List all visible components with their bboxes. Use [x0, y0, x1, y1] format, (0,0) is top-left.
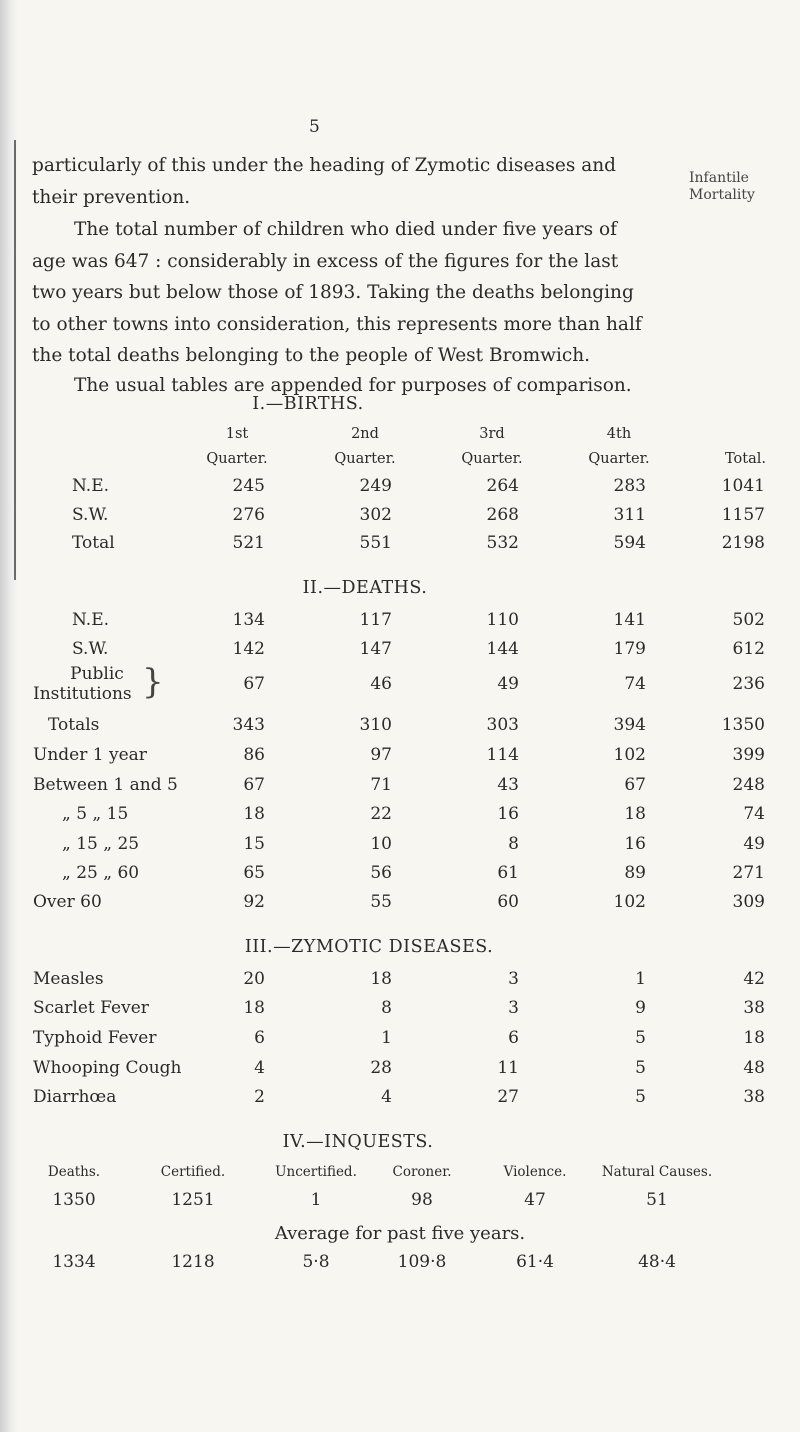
births-cell: 532	[486, 533, 519, 553]
zymotic-row-label: Whooping Cough	[33, 1058, 182, 1078]
inquests-header-uncertified: Uncertified.	[275, 1164, 357, 1180]
births-cell: 245	[232, 476, 265, 496]
deaths-cell: 144	[486, 639, 519, 659]
zymotic-row-label: Scarlet Fever	[33, 998, 149, 1018]
inquests-average-deaths: 1334	[52, 1252, 96, 1272]
inquests-average-label: Average for past five years.	[274, 1223, 526, 1244]
deaths-title: II.—DEATHS.	[302, 578, 428, 598]
deaths-cell: 8	[508, 834, 519, 854]
inquests-value-deaths: 1350	[52, 1190, 96, 1210]
deaths-cell: 67	[243, 775, 265, 795]
deaths-cell: 46	[370, 674, 392, 694]
zymotic-title: III.—ZYMOTIC DISEASES.	[244, 937, 494, 957]
inquests-average-natural-causes: 48·4	[638, 1252, 676, 1272]
inquests-header-deaths: Deaths.	[47, 1164, 101, 1180]
inquests-header-violence: Violence.	[503, 1164, 567, 1180]
births-cell: 276	[232, 505, 265, 525]
births-header-q3-line1: 3rd	[479, 426, 505, 442]
deaths-row-label-public: Public	[70, 664, 124, 684]
zymotic-row-label: Diarrhœa	[33, 1087, 117, 1107]
deaths-row-label: Over 60	[33, 892, 102, 912]
zymotic-cell: 1	[381, 1028, 392, 1048]
margin-note	[689, 170, 794, 204]
births-cell: 249	[359, 476, 392, 496]
births-header-q1-line2: Quarter.	[206, 451, 268, 467]
zymotic-cell: 18	[743, 1028, 765, 1048]
deaths-cell: 60	[497, 892, 519, 912]
inquests-average-uncertified: 5·8	[302, 1252, 330, 1272]
deaths-cell: 86	[243, 745, 265, 765]
deaths-row-label: „ 5 „ 15	[62, 804, 129, 824]
inquests-value-uncertified: 1	[310, 1190, 322, 1210]
zymotic-cell: 38	[743, 1087, 765, 1107]
zymotic-cell: 8	[381, 998, 392, 1018]
births-cell: 551	[359, 533, 392, 553]
zymotic-cell: 4	[254, 1058, 265, 1078]
page-number: 5	[309, 117, 320, 137]
deaths-cell: 179	[613, 639, 646, 659]
deaths-cell: 10	[370, 834, 392, 854]
deaths-cell: 16	[624, 834, 646, 854]
deaths-cell: 271	[732, 863, 765, 883]
zymotic-cell: 5	[635, 1028, 646, 1048]
inquests-average-certified: 1218	[171, 1252, 215, 1272]
births-cell: 1157	[721, 505, 765, 525]
zymotic-cell: 28	[370, 1058, 392, 1078]
deaths-cell: 74	[624, 674, 646, 694]
deaths-cell: 134	[232, 610, 265, 630]
deaths-cell: 18	[243, 804, 265, 824]
deaths-row-label: Between 1 and 5	[33, 775, 178, 795]
deaths-cell: 65	[243, 863, 265, 883]
deaths-cell: 110	[486, 610, 519, 630]
zymotic-cell: 3	[508, 998, 519, 1018]
births-cell: 264	[486, 476, 519, 496]
births-row-label: Total	[72, 533, 115, 553]
deaths-cell: 92	[243, 892, 265, 912]
zymotic-cell: 38	[743, 998, 765, 1018]
deaths-cell: 67	[624, 775, 646, 795]
inquests-header-natural-causes: Natural Causes.	[601, 1164, 713, 1180]
deaths-cell: 56	[370, 863, 392, 883]
deaths-cell: 141	[613, 610, 646, 630]
zymotic-cell: 3	[508, 969, 519, 989]
zymotic-cell: 9	[635, 998, 646, 1018]
zymotic-cell: 18	[370, 969, 392, 989]
deaths-cell: 399	[732, 745, 765, 765]
deaths-row-label: S.W.	[72, 639, 109, 659]
inquests-value-violence: 47	[524, 1190, 546, 1210]
zymotic-cell: 18	[243, 998, 265, 1018]
deaths-cell: 343	[232, 715, 265, 735]
births-cell: 1041	[721, 476, 765, 496]
deaths-row-label: Under 1 year	[33, 745, 147, 765]
margin-note-line-2: Mortality	[689, 187, 755, 203]
births-header-q2-line2: Quarter.	[334, 451, 396, 467]
zymotic-row-label: Typhoid Fever	[33, 1028, 157, 1048]
births-header-q3-line2: Quarter.	[461, 451, 523, 467]
deaths-cell: 97	[370, 745, 392, 765]
deaths-cell: 310	[359, 715, 392, 735]
births-header-q4-line1: 4th	[606, 426, 632, 442]
deaths-cell: 16	[497, 804, 519, 824]
deaths-cell: 89	[624, 863, 646, 883]
deaths-cell: 22	[370, 804, 392, 824]
births-cell: 2198	[721, 533, 765, 553]
deaths-cell: 102	[613, 892, 646, 912]
zymotic-cell: 5	[635, 1087, 646, 1107]
zymotic-cell: 6	[508, 1028, 519, 1048]
deaths-cell: 55	[370, 892, 392, 912]
paragraph-zymotic-intro: particularly of this under the heading of Zymotic diseases and their prevention.	[32, 155, 616, 208]
deaths-cell: 74	[743, 804, 765, 824]
deaths-cell: 147	[359, 639, 392, 659]
births-header-q4-line2: Quarter.	[588, 451, 650, 467]
births-row-label: S.W.	[72, 505, 109, 525]
inquests-value-coroner: 98	[411, 1190, 433, 1210]
zymotic-row-label: Measles	[33, 969, 104, 989]
inquests-header-coroner: Coroner.	[392, 1164, 452, 1180]
deaths-cell: 142	[232, 639, 265, 659]
births-cell: 311	[613, 505, 646, 525]
deaths-cell: 43	[497, 775, 519, 795]
births-header-q2-line1: 2nd	[351, 426, 379, 442]
births-cell: 302	[359, 505, 392, 525]
deaths-cell: 1350	[721, 715, 765, 735]
inquests-average-coroner: 109·8	[397, 1252, 447, 1272]
deaths-cell: 61	[497, 863, 519, 883]
deaths-cell: 15	[243, 834, 265, 854]
births-row-label: N.E.	[72, 476, 110, 496]
zymotic-cell: 5	[635, 1058, 646, 1078]
margin-note-line-1: Infantile	[689, 170, 749, 186]
zymotic-cell: 6	[254, 1028, 265, 1048]
deaths-cell: 309	[732, 892, 765, 912]
deaths-cell: 248	[732, 775, 765, 795]
births-title: I.—BIRTHS.	[252, 394, 364, 414]
births-cell: 594	[613, 533, 646, 553]
births-cell: 521	[232, 533, 265, 553]
deaths-row-label-institutions: Institutions	[33, 684, 132, 704]
zymotic-cell: 27	[497, 1087, 519, 1107]
deaths-cell: 117	[359, 610, 392, 630]
inquests-header-certified: Certified.	[160, 1164, 226, 1180]
deaths-cell: 502	[732, 610, 765, 630]
deaths-cell: 394	[613, 715, 646, 735]
deaths-row-label: „ 15 „ 25	[62, 834, 140, 854]
zymotic-cell: 20	[243, 969, 265, 989]
zymotic-cell: 11	[497, 1058, 519, 1078]
deaths-cell: 102	[613, 745, 646, 765]
inquests-value-natural-causes: 51	[646, 1190, 668, 1210]
deaths-cell: 49	[743, 834, 765, 854]
paragraph-tables-intro: The usual tables are appended for purposes of comparison.	[74, 375, 632, 396]
deaths-row-label: Totals	[48, 715, 100, 735]
zymotic-cell: 4	[381, 1087, 392, 1107]
zymotic-cell: 48	[743, 1058, 765, 1078]
deaths-cell: 612	[732, 639, 765, 659]
zymotic-cell: 42	[743, 969, 765, 989]
births-cell: 283	[613, 476, 646, 496]
deaths-cell: 236	[732, 674, 765, 694]
deaths-row-label: „ 25 „ 60	[62, 863, 140, 883]
deaths-cell: 67	[243, 674, 265, 694]
deaths-row-label: N.E.	[72, 610, 110, 630]
binding-line	[14, 140, 16, 580]
births-header-total: Total.	[725, 451, 766, 467]
births-cell: 268	[486, 505, 519, 525]
deaths-cell: 114	[486, 745, 519, 765]
inquests-value-certified: 1251	[171, 1190, 215, 1210]
deaths-cell: 18	[624, 804, 646, 824]
zymotic-cell: 2	[254, 1087, 265, 1107]
deaths-cell: 49	[497, 674, 519, 694]
inquests-average-violence: 61·4	[516, 1252, 554, 1272]
deaths-cell: 71	[370, 775, 392, 795]
paragraph-child-deaths: The total number of children who died under five years of age was 647 : considerably in excess of the figures for the last two years but below those of 1893. Taking the deaths belonging to other towns into consideration, this represents more than half the total deaths belonging to the people of West Bromwich.	[32, 219, 642, 366]
births-header-q1-line1: 1st	[225, 426, 249, 442]
zymotic-cell: 1	[635, 969, 646, 989]
inquests-title: IV.—INQUESTS.	[282, 1132, 434, 1152]
deaths-cell: 303	[486, 715, 519, 735]
brace: }	[142, 662, 164, 702]
